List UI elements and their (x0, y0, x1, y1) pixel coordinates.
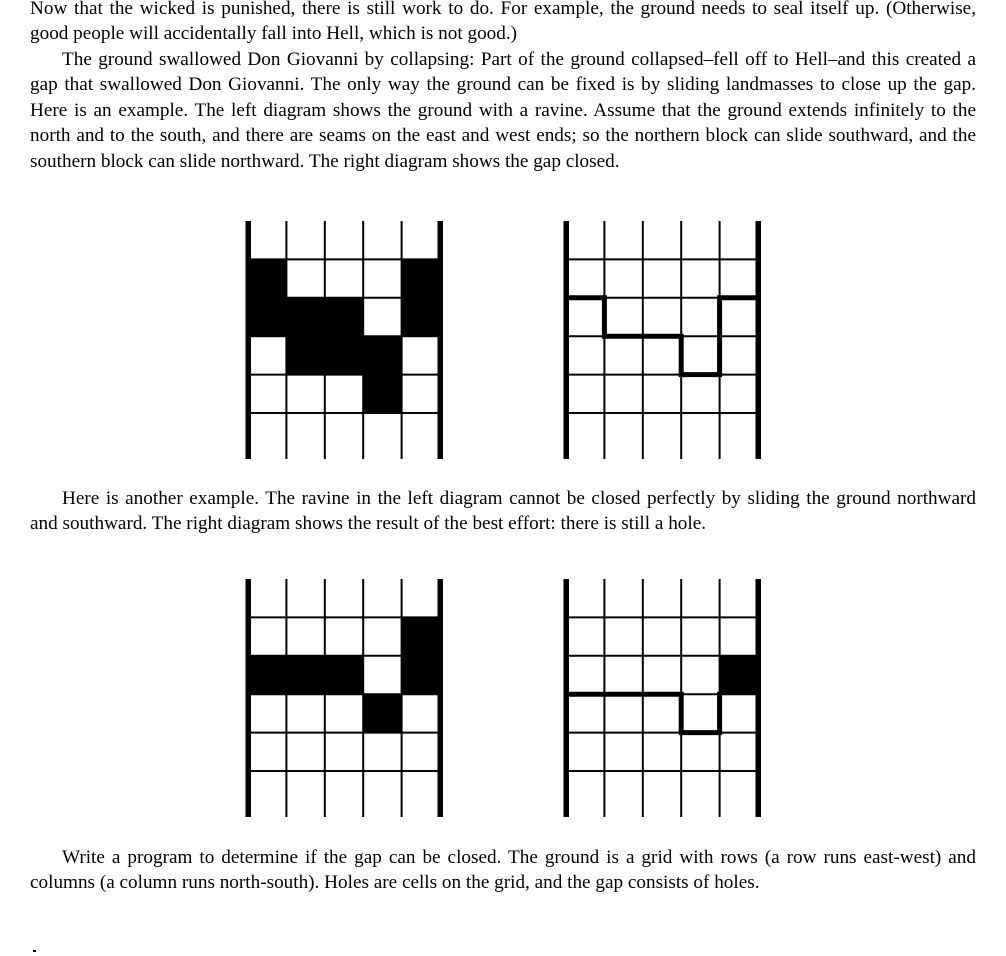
example1-left-grid (244, 221, 444, 461)
hole-cell (720, 656, 758, 694)
example2-left-grid (244, 579, 444, 819)
example-explanation-paragraph: The ground swallowed Don Giovanni by collapsing: Part of the ground collapsed–fell off to Hell–and this created a gap that swallowed Don Giovanni. The only way the ground can be fixed is by sliding landmasses to close up the gap. Here is an example. The left diagram shows the ground with a ravine. Assume that the ground extends infinitely to the north and to the south, and there are seams on the east and west ends; so the northern block can slide southward, and the southern block can slide northward. The right diagram shows the gap closed. (30, 49, 976, 172)
hole-cell (363, 375, 401, 413)
example2-right-grid (562, 579, 762, 819)
example1-left-diagram (244, 221, 444, 461)
east-seam (756, 221, 762, 459)
hole-cell (325, 298, 363, 336)
intro-paragraph: Now that the wicked is punished, there is still work to do. For example, the ground needs to seal itself up. (Otherwise, good people will accidentally fall into Hell, which is not good.) (30, 0, 976, 45)
task-paragraph: Write a program to determine if the gap can be closed. The ground is a grid with rows (a row runs east-west) and columns (a column runs north-south). Holes are cells on the grid, and the gap consists of holes. (30, 847, 976, 894)
example2-left-diagram (244, 579, 444, 819)
example1-right-grid (562, 221, 762, 461)
hole-cell (402, 259, 440, 297)
west-seam (564, 221, 570, 459)
east-seam (438, 579, 444, 817)
hole-cell (325, 336, 363, 374)
example1-right-diagram (562, 221, 762, 461)
hole-cell (286, 336, 324, 374)
hole-cell (248, 298, 286, 336)
hole-cell (248, 656, 286, 694)
page-mark (33, 950, 36, 952)
second-example-paragraph: Here is another example. The ravine in the left diagram cannot be closed perfectly by sliding the ground northward and southward. The right diagram shows the result of the best effort: there is still a hole. (30, 488, 976, 535)
hole-cell (402, 656, 440, 694)
west-seam (246, 221, 252, 459)
example2-right-diagram (562, 579, 762, 819)
east-seam (438, 221, 444, 459)
east-seam (756, 579, 762, 817)
hole-cell (325, 656, 363, 694)
hole-cell (363, 336, 401, 374)
hole-cell (363, 694, 401, 732)
hole-cell (402, 617, 440, 655)
west-seam (564, 579, 570, 817)
hole-cell (286, 656, 324, 694)
hole-cell (286, 298, 324, 336)
hole-cell (248, 259, 286, 297)
west-seam (246, 579, 252, 817)
hole-cell (402, 298, 440, 336)
